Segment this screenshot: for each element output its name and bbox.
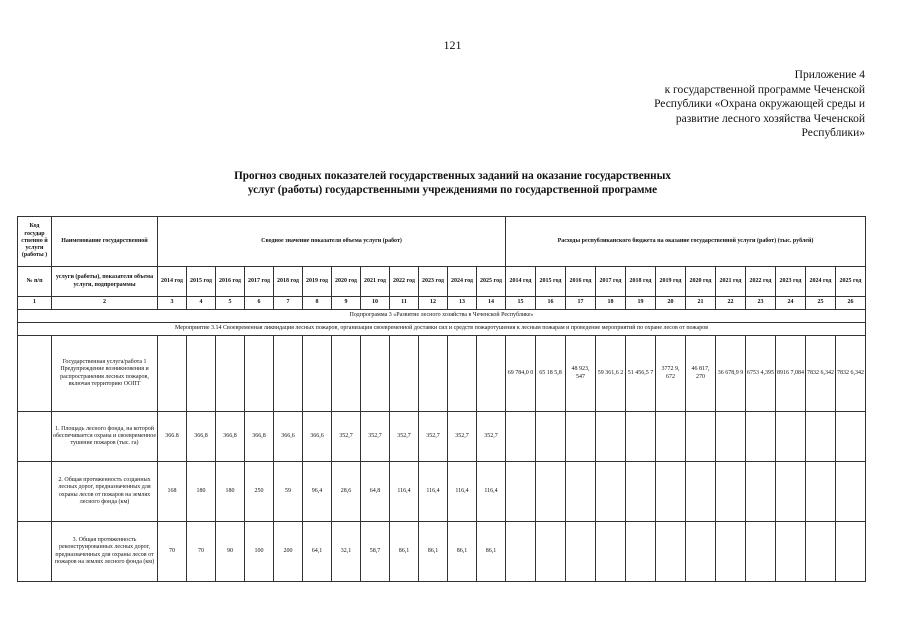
volume-cell: 58,7 (361, 522, 390, 582)
volume-cell: 352,7 (332, 412, 361, 462)
col-number: 10 (361, 297, 390, 310)
volume-cell (303, 336, 332, 412)
measure-row (18, 323, 866, 336)
appendix-line: Республики «Охрана окружающей среды и (654, 98, 865, 110)
year-volume: 2024 год (448, 267, 477, 297)
year-volume: 2023 год (419, 267, 448, 297)
header-row (18, 217, 866, 267)
col-number: 20 (656, 297, 686, 310)
column-numbers-row (18, 297, 866, 310)
expense-cell: 3772 9, 672 (656, 336, 686, 412)
year-volume: 2014 год (158, 267, 187, 297)
appendix-line: Приложение 4 (794, 69, 865, 81)
expense-cell (656, 462, 686, 522)
volume-cell: 86,1 (448, 522, 477, 582)
col-number: 18 (596, 297, 626, 310)
volume-cell: 96,4 (303, 462, 332, 522)
volume-cell (448, 336, 477, 412)
expense-cell (836, 412, 866, 462)
volume-cell (187, 336, 216, 412)
document-title (150, 170, 755, 197)
volume-cell: 366,8 (216, 412, 245, 462)
col-number: 1 (18, 297, 52, 310)
year-expenses: 2018 год (626, 267, 656, 297)
expense-cell (566, 412, 596, 462)
col-number: 5 (216, 297, 245, 310)
volume-cell: 366,8 (187, 412, 216, 462)
col-number: 7 (274, 297, 303, 310)
volume-cell: 70 (187, 522, 216, 582)
subprogram-title: Подпрограмма 3 «Развитие лесного хозяйства в Чеченской Республике» (18, 310, 866, 323)
expense-cell: 48 923, 547 (566, 336, 596, 412)
col-number: 19 (626, 297, 656, 310)
expense-cell: 6753 4,395 (746, 336, 776, 412)
expense-cell (806, 522, 836, 582)
expense-cell: 46 817, 270 (686, 336, 716, 412)
expense-cell (776, 522, 806, 582)
volume-cell: 352,7 (419, 412, 448, 462)
expense-cell: 36 678,9 9 (716, 336, 746, 412)
row-name: 2. Общая протяженность созданных лесных дорог, предназначенных для охраны лесов от пожаров на землях лесного фонда (км) (52, 462, 158, 522)
header-volume: Сводное значение показателя объема услуги (работ) (158, 217, 506, 267)
col-number: 15 (506, 297, 536, 310)
col-number: 25 (806, 297, 836, 310)
col-number: 3 (158, 297, 187, 310)
header-name: Наименование государственной (52, 217, 158, 267)
year-volume: 2021 год (361, 267, 390, 297)
year-expenses: 2022 год (746, 267, 776, 297)
year-volume: 2022 год (390, 267, 419, 297)
col-number: 13 (448, 297, 477, 310)
expense-cell (836, 522, 866, 582)
expense-cell (506, 412, 536, 462)
year-expenses: 2023 год (776, 267, 806, 297)
col-number: 16 (536, 297, 566, 310)
year-volume: 2017 год (245, 267, 274, 297)
col-number: 21 (686, 297, 716, 310)
volume-cell: 250 (245, 462, 274, 522)
expense-cell (746, 462, 776, 522)
measure-title: Мероприятие 3.14 Своевременная ликвидация лесных пожаров, организация своевременной доставки сил и средств пожаротушения к лесным пожарам и проведение мероприятий по охране лесов от пожаров (18, 323, 866, 336)
expense-cell (686, 522, 716, 582)
year-volume: 2015 год (187, 267, 216, 297)
year-volume: 2018 год (274, 267, 303, 297)
header-name2: услуги (работы), показателя объема услуги, подпрограммы (52, 267, 158, 297)
expense-cell (506, 522, 536, 582)
expense-cell (716, 522, 746, 582)
year-expenses: 2019 год (656, 267, 686, 297)
year-volume: 2020 год (332, 267, 361, 297)
row-code (18, 412, 52, 462)
volume-cell (158, 336, 187, 412)
expense-cell (716, 412, 746, 462)
table-row (18, 412, 866, 462)
expense-cell (626, 522, 656, 582)
volume-cell: 86,1 (390, 522, 419, 582)
subprogram-row (18, 310, 866, 323)
volume-cell (390, 336, 419, 412)
volume-cell (477, 336, 506, 412)
expense-cell (656, 522, 686, 582)
volume-cell: 200 (274, 522, 303, 582)
year-expenses: 2015 год (536, 267, 566, 297)
title-line-2: услуг (работы) государственными учреждениями по государственной программе (247, 183, 658, 196)
expense-cell (806, 462, 836, 522)
expense-cell (596, 412, 626, 462)
col-number: 24 (776, 297, 806, 310)
forecast-table (17, 216, 866, 582)
year-expenses: 2021 год (716, 267, 746, 297)
table-row (18, 462, 866, 522)
appendix-line: развитие лесного хозяйства Чеченской (675, 112, 865, 125)
page-number: 121 (443, 38, 462, 52)
volume-cell: 90 (216, 522, 245, 582)
volume-cell (274, 336, 303, 412)
volume-cell (245, 336, 274, 412)
row-name: 3. Общая протяженность реконструированных лесных дорог, предназначенных для охраны лесов от пожаров на землях лесного фонда (км) (52, 522, 158, 582)
table-row (18, 522, 866, 582)
row-code (18, 462, 52, 522)
header-expenses: Расходы республиканского бюджета на оказание государственной услуги (работ) (тыс. рублей) (506, 217, 866, 267)
volume-cell: 116,4 (448, 462, 477, 522)
volume-cell: 116,4 (390, 462, 419, 522)
volume-cell: 28,6 (332, 462, 361, 522)
col-number: 8 (303, 297, 332, 310)
expense-cell (536, 462, 566, 522)
col-number: 12 (419, 297, 448, 310)
col-number: 22 (716, 297, 746, 310)
volume-cell: 352,7 (477, 412, 506, 462)
expense-cell: 65 18 5,8 (536, 336, 566, 412)
header-num: № п/п (18, 267, 52, 297)
expense-cell (746, 522, 776, 582)
volume-cell: 32,1 (332, 522, 361, 582)
volume-cell: 352,7 (390, 412, 419, 462)
expense-cell (536, 412, 566, 462)
volume-cell: 352,7 (361, 412, 390, 462)
volume-cell: 64,1 (303, 522, 332, 582)
volume-cell (419, 336, 448, 412)
row-code (18, 522, 52, 582)
appendix-line: Республики» (801, 127, 865, 139)
expense-cell (686, 412, 716, 462)
volume-cell: 70 (158, 522, 187, 582)
expense-cell (806, 412, 836, 462)
appendix-line: к государственной программе Чеченской (664, 83, 865, 96)
year-expenses: 2020 год (686, 267, 716, 297)
volume-cell: 64,8 (361, 462, 390, 522)
col-number: 4 (187, 297, 216, 310)
expense-cell (566, 462, 596, 522)
volume-cell: 86,1 (477, 522, 506, 582)
year-volume: 2016 год (216, 267, 245, 297)
expense-cell: 7832 6,342 (836, 336, 866, 412)
volume-cell: 116,4 (477, 462, 506, 522)
expense-cell: 59 361,6 2 (596, 336, 626, 412)
col-number: 14 (477, 297, 506, 310)
year-volume: 2025 год (477, 267, 506, 297)
year-expenses: 2016 год (566, 267, 596, 297)
expense-cell (686, 462, 716, 522)
year-expenses: 2014 год (506, 267, 536, 297)
expense-cell (776, 462, 806, 522)
volume-cell: 100 (245, 522, 274, 582)
expense-cell (626, 462, 656, 522)
title-line-1: Прогноз сводных показателей государственных заданий на оказание государственных (234, 170, 671, 182)
expense-cell: 69 784,0 0 (506, 336, 536, 412)
volume-cell: 180 (216, 462, 245, 522)
col-number: 2 (52, 297, 158, 310)
expense-cell (746, 412, 776, 462)
year-expenses: 2024 год (806, 267, 836, 297)
col-number: 9 (332, 297, 361, 310)
expense-cell (656, 412, 686, 462)
volume-cell: 59 (274, 462, 303, 522)
table-row (18, 336, 866, 412)
volume-cell (216, 336, 245, 412)
volume-cell: 366,6 (303, 412, 332, 462)
col-number: 23 (746, 297, 776, 310)
row-code (18, 336, 52, 412)
year-volume: 2019 год (303, 267, 332, 297)
year-expenses: 2025 год (836, 267, 866, 297)
volume-cell: 180 (187, 462, 216, 522)
expense-cell: 7832 6,342 (806, 336, 836, 412)
appendix-note (565, 68, 865, 141)
col-number: 17 (566, 297, 596, 310)
volume-cell: 366,6 (274, 412, 303, 462)
col-number: 11 (390, 297, 419, 310)
volume-cell: 366,8 (245, 412, 274, 462)
expense-cell (566, 522, 596, 582)
volume-cell: 116,4 (419, 462, 448, 522)
expense-cell (836, 462, 866, 522)
expense-cell (716, 462, 746, 522)
volume-cell: 86,1 (419, 522, 448, 582)
volume-cell: 352,7 (448, 412, 477, 462)
header-code: Код государ ственно й услуги (работы ) (18, 217, 52, 267)
col-number: 26 (836, 297, 866, 310)
col-number: 6 (245, 297, 274, 310)
volume-cell: 168 (158, 462, 187, 522)
expense-cell (596, 462, 626, 522)
expense-cell (506, 462, 536, 522)
expense-cell (596, 522, 626, 582)
row-name: Государственная услуга/работа 1 Предупреждение возникновения и распространения лесных пожаров, включая территорию ООПТ (52, 336, 158, 412)
expense-cell: 51 456,5 7 (626, 336, 656, 412)
expense-cell (626, 412, 656, 462)
header-years-row (18, 267, 866, 297)
expense-cell: 8916 7,084 (776, 336, 806, 412)
expense-cell (536, 522, 566, 582)
volume-cell (361, 336, 390, 412)
volume-cell: 366.8 (158, 412, 187, 462)
expense-cell (776, 412, 806, 462)
row-name: 1. Площадь лесного фонда, на которой обеспечивается охрана и своевременное тушение пожаров (тыс. га) (52, 412, 158, 462)
year-expenses: 2017 год (596, 267, 626, 297)
volume-cell (332, 336, 361, 412)
